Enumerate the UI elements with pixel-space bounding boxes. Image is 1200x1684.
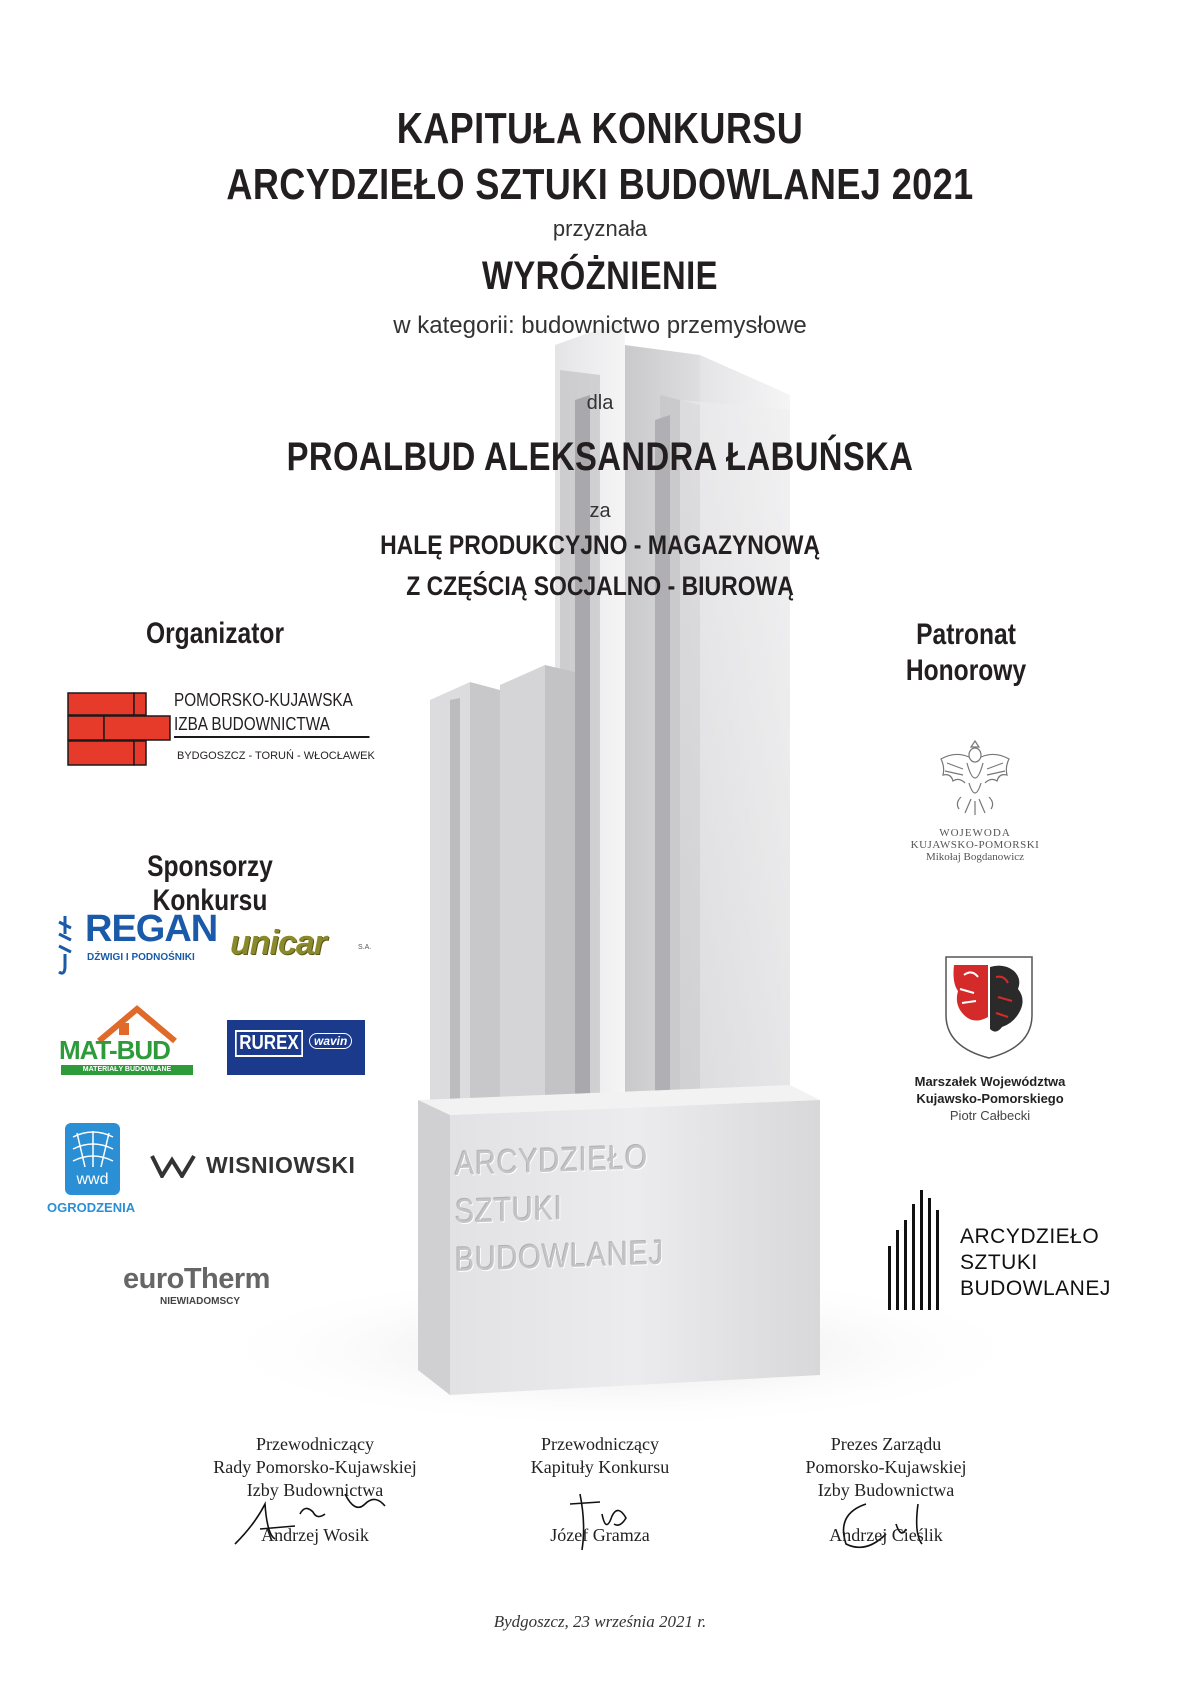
wojewoda-line1: WOJEWODA bbox=[939, 827, 1011, 839]
granted-text: przyznała bbox=[552, 216, 648, 241]
wwd-subtext: OGRODZENIA bbox=[47, 1200, 136, 1215]
sponsors-title: Sponsorzy Konkursu bbox=[147, 850, 273, 917]
fence-grid-icon bbox=[65, 1127, 120, 1177]
matbud-text: MAT-BUD bbox=[59, 1035, 170, 1065]
polish-eagle-icon bbox=[935, 733, 1015, 823]
unicar-sa: S.A. bbox=[358, 944, 372, 951]
wisniowski-text: WISNIOWSKI bbox=[206, 1152, 356, 1178]
organizer-title: Organizator bbox=[145, 617, 285, 650]
sig3-name: Andrzej Cieślik bbox=[829, 1525, 943, 1545]
marszalek-line1: Marszałek Województwa bbox=[914, 1074, 1066, 1089]
rurex-wavin-logo bbox=[227, 1020, 365, 1075]
trophy-engraving-line2: SZTUKI bbox=[455, 1189, 563, 1231]
project-line1: HALĘ PRODUKCYJNO - MAGAZYNOWĄ bbox=[380, 530, 820, 560]
wwd-logo bbox=[47, 1123, 145, 1218]
regan-logo bbox=[55, 908, 225, 982]
marszalek-name: Piotr Całbecki bbox=[949, 1108, 1031, 1123]
sig3-role3: Izby Budownictwa bbox=[817, 1480, 955, 1500]
signature-block-1 bbox=[155, 1433, 475, 1547]
trophy-engraving bbox=[455, 1132, 676, 1284]
eurotherm-logo bbox=[123, 1263, 323, 1313]
sig1-role2: Rady Pomorsko-Kujawskiej bbox=[213, 1457, 417, 1477]
unicar-text: unicar bbox=[230, 924, 327, 962]
regan-text: REGAN bbox=[85, 908, 218, 950]
signature-block-2 bbox=[440, 1433, 760, 1547]
award-title: WYRÓŻNIENIE bbox=[482, 254, 718, 298]
category-text: w kategorii: budownictwo przemysłowe bbox=[393, 312, 807, 339]
sig3-role1: Prezes Zarządu bbox=[830, 1434, 942, 1454]
project-line2: Z CZĘŚCIĄ SOCJALNO - BIUROWĄ bbox=[406, 571, 794, 601]
signature-block-3 bbox=[726, 1433, 1046, 1547]
coat-of-arms-icon bbox=[944, 955, 1034, 1060]
za-word: za bbox=[589, 500, 611, 522]
patronage-title-line1: Patronat bbox=[916, 618, 1016, 651]
sig2-role2: Kapituły Konkursu bbox=[530, 1457, 670, 1477]
trophy-engraving-line1: ARCYDZIEŁO bbox=[455, 1138, 649, 1183]
sig1-role1: Przewodniczący bbox=[256, 1434, 374, 1454]
wavin-text: wavin bbox=[309, 1033, 352, 1049]
crane-hook-icon bbox=[55, 914, 75, 980]
regan-subtext: DŹWIGI I PODNOŚNIKI bbox=[87, 952, 195, 963]
eurotherm-subtext: NIEWIADOMSCY bbox=[160, 1296, 240, 1307]
recipient-name: PROALBUD ALEKSANDRA ŁABUŃSKA bbox=[286, 435, 914, 479]
organizer-logo bbox=[67, 690, 375, 767]
brand-line1: ARCYDZIEŁO bbox=[960, 1225, 1100, 1248]
matbud-logo bbox=[57, 1005, 197, 1075]
wwd-badge bbox=[65, 1123, 120, 1195]
brand-line2: SZTUKI bbox=[960, 1251, 1038, 1274]
eurotherm-text: euroTherm bbox=[123, 1263, 270, 1295]
marszalek-caption bbox=[885, 1074, 1095, 1123]
rurex-text: RUREX bbox=[235, 1030, 303, 1057]
organizer-logo-line1: POMORSKO-KUJAWSKA bbox=[174, 690, 353, 710]
wojewoda-caption bbox=[875, 827, 1075, 863]
organizer-logo-line2: IZBA BUDOWNICTWA bbox=[174, 714, 370, 738]
matbud-subtext: MATERIAŁY BUDOWLANE bbox=[61, 1065, 193, 1075]
unicar-logo bbox=[230, 924, 370, 964]
wwd-text: wwd bbox=[76, 1171, 109, 1188]
sig1-role3: Izby Budownictwa bbox=[246, 1480, 384, 1500]
patronage-title bbox=[884, 617, 1048, 689]
wisniowski-w-icon bbox=[150, 1154, 196, 1178]
header-line1: KAPITUŁA KONKURSU bbox=[396, 104, 804, 153]
trophy-engraving-line3: BUDOWLANEJ bbox=[455, 1233, 665, 1279]
wojewoda-name: Mikołaj Bogdanowicz bbox=[925, 851, 1025, 863]
for-word: dla bbox=[586, 392, 614, 414]
patronage-title-line2: Honorowy bbox=[905, 654, 1027, 687]
sig1-name: Andrzej Wosik bbox=[261, 1525, 369, 1545]
sig2-role1: Przewodniczący bbox=[541, 1434, 659, 1454]
place-date: Bydgoszcz, 23 września 2021 r. bbox=[493, 1612, 707, 1631]
header-line2: ARCYDZIEŁO SZTUKI BUDOWLANEJ 2021 bbox=[226, 160, 974, 209]
brand-bars-icon bbox=[888, 1190, 948, 1310]
wisniowski-logo bbox=[150, 1152, 370, 1182]
brand-line3: BUDOWLANEJ bbox=[960, 1277, 1111, 1300]
brick-icon bbox=[67, 692, 172, 767]
organizer-logo-line3: BYDGOSZCZ - TORUŃ - WŁOCŁAWEK bbox=[177, 750, 375, 762]
sig3-role2: Pomorsko-Kujawskiej bbox=[805, 1457, 967, 1477]
marszalek-line2: Kujawsko-Pomorskiego bbox=[916, 1091, 1064, 1106]
brand-text bbox=[960, 1224, 1111, 1302]
sig2-name: Józef Gramza bbox=[550, 1525, 650, 1545]
wojewoda-line2: KUJAWSKO-POMORSKI bbox=[910, 839, 1040, 851]
